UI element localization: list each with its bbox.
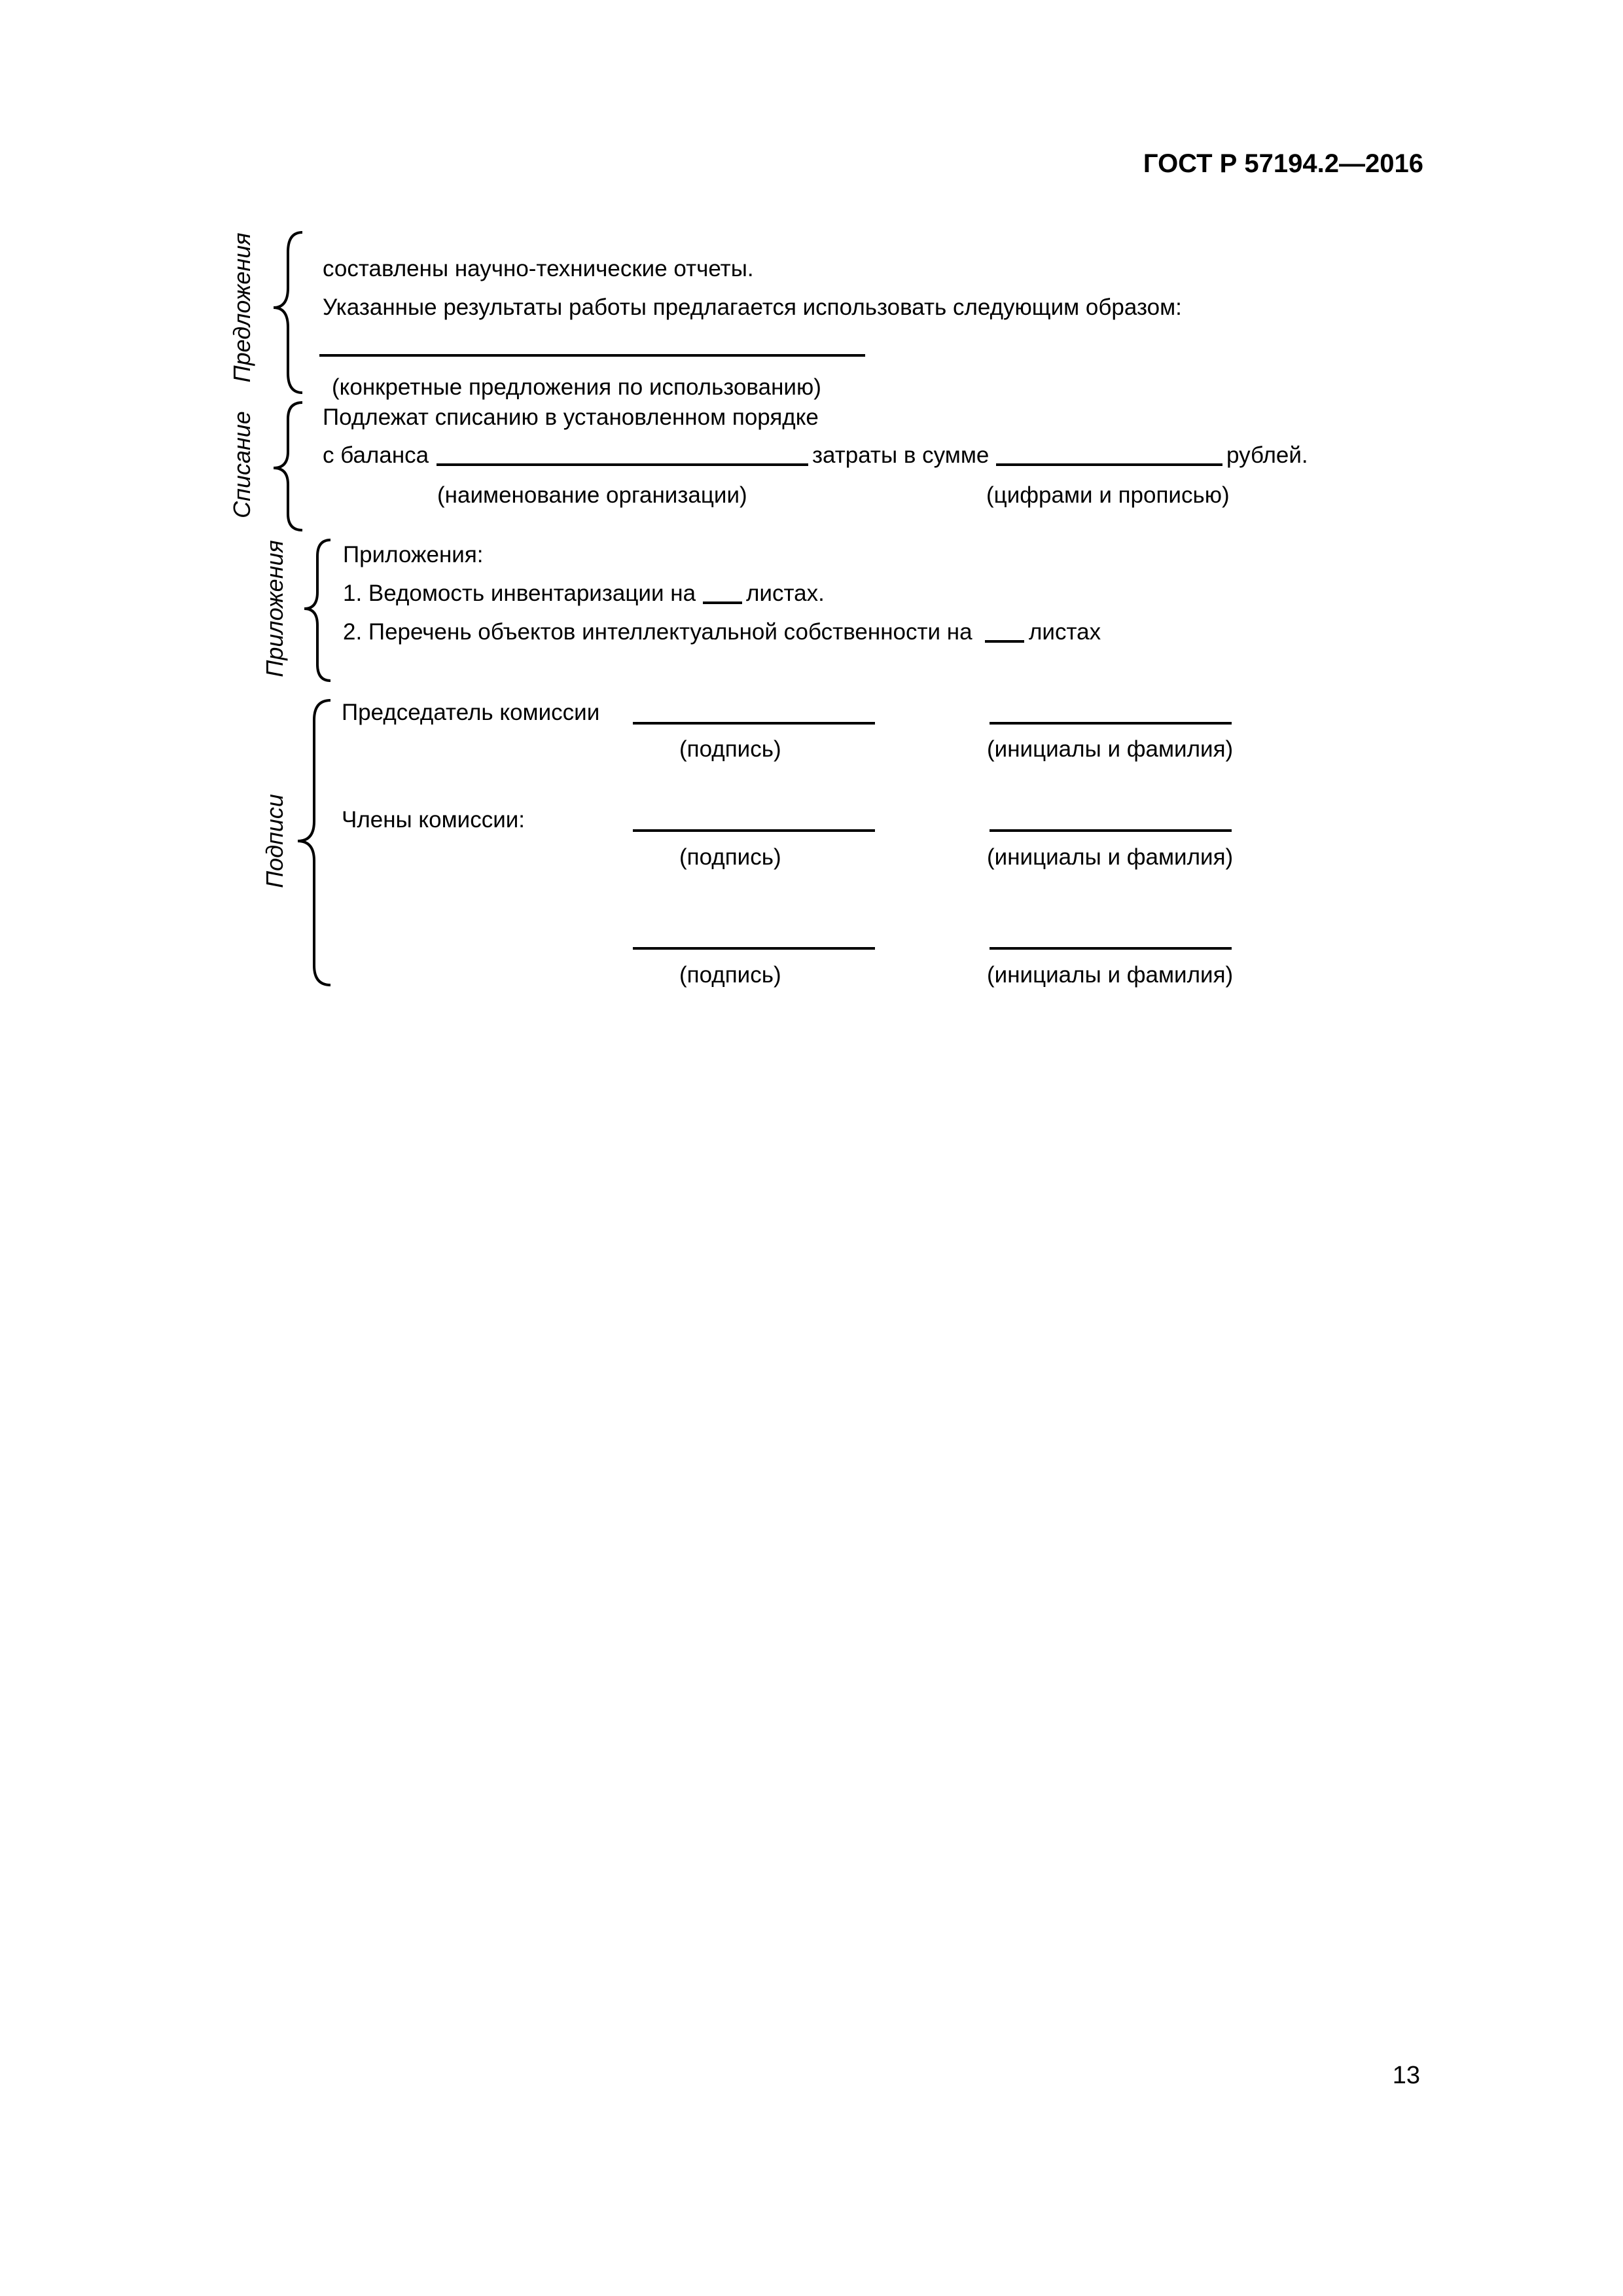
chairman-name-caption: (инициалы и фамилия) <box>987 736 1234 762</box>
chairman-signature-line[interactable] <box>633 722 875 725</box>
member-1-name-line[interactable] <box>990 829 1232 832</box>
chairman-label: Председатель комиссии <box>342 700 600 725</box>
document-code: ГОСТ Р 57194.2—2016 <box>1143 149 1423 178</box>
chairman-name-line[interactable] <box>990 722 1232 725</box>
writeoff-side-label: Списание <box>228 411 255 518</box>
signatures-side-label: Подписи <box>261 794 288 888</box>
member-1-signature-caption: (подпись) <box>679 844 781 870</box>
writeoff-line-1: Подлежат списанию в установленном порядке <box>323 404 819 430</box>
page-number: 13 <box>1392 2062 1420 2089</box>
members-label: Члены комиссии: <box>342 807 526 833</box>
attachment-item-2-text: 2. Перечень объектов интеллектуальной собственности на <box>343 619 972 645</box>
rubles-label: рублей. <box>1226 442 1308 468</box>
organization-caption: (наименование организации) <box>437 482 747 508</box>
chairman-signature-caption: (подпись) <box>679 736 781 762</box>
expenses-label: затраты в сумме <box>812 442 990 468</box>
attachment-item-1-text: 1. Ведомость инвентаризации на <box>343 581 696 606</box>
member-1-name-caption: (инициалы и фамилия) <box>987 844 1234 870</box>
member-2-name-caption: (инициалы и фамилия) <box>987 962 1234 988</box>
member-2-name-line[interactable] <box>990 947 1232 950</box>
attachment-item-2-suffix: листах <box>1029 619 1101 645</box>
attachments-title: Приложения: <box>343 542 484 567</box>
member-1-signature-line[interactable] <box>633 829 875 832</box>
proposals-line-1: составлены научно-технические отчеты. <box>323 256 754 281</box>
proposals-caption: (конкретные предложения по использованию) <box>332 374 821 400</box>
attachment-item-1-suffix: листах. <box>746 581 825 606</box>
member-2-signature-caption: (подпись) <box>679 962 781 988</box>
proposals-line-2: Указанные результаты работы предлагается использовать следующим образом: <box>323 295 1182 320</box>
proposals-side-label: Предложения <box>228 232 255 383</box>
attachments-side-label: Приложения <box>261 540 288 677</box>
from-balance-label: с баланса <box>323 442 429 468</box>
sum-caption: (цифрами и прописью) <box>986 482 1230 508</box>
member-2-signature-line[interactable] <box>633 947 875 950</box>
